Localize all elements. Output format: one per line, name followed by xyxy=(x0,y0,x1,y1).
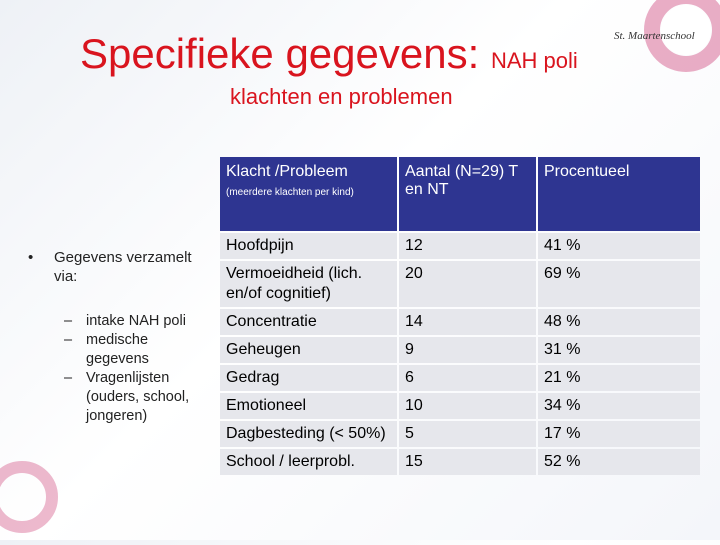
cell-klacht: Geheugen xyxy=(220,337,397,363)
cell-aantal: 15 xyxy=(399,449,536,475)
slide-subtitle: klachten en problemen xyxy=(230,84,453,109)
cell-procent: 48 % xyxy=(538,309,700,335)
slide-title-suffix: NAH poli xyxy=(490,48,578,73)
header-klacht-label: Klacht /Probleem xyxy=(226,163,348,180)
cell-aantal: 20 xyxy=(399,261,536,307)
logo-ring-icon xyxy=(0,455,60,540)
list-item-text: intake NAH poli xyxy=(86,313,186,329)
table-row xyxy=(220,393,700,419)
header-klacht-note: (meerdere klachten per kind) xyxy=(226,187,354,198)
header-aantal: Aantal (N=29) T en NT xyxy=(399,157,536,231)
bullet-main-text: Gegevens verzamelt via: xyxy=(54,249,192,285)
school-logo xyxy=(608,0,720,80)
cell-procent: 34 % xyxy=(538,393,700,419)
list-item-text: Vragenlijsten (ouders, school, jongeren) xyxy=(86,370,190,424)
center-logo xyxy=(0,455,60,540)
cell-klacht: School / leerprobl. xyxy=(220,449,397,475)
table-row xyxy=(220,421,700,447)
cell-procent: 31 % xyxy=(538,337,700,363)
table-row xyxy=(220,365,700,391)
list-item: – intake NAH poli xyxy=(64,313,186,329)
cell-klacht: Hoofdpijn xyxy=(220,233,397,259)
school-name: St. Maartenschool xyxy=(614,30,695,42)
cell-klacht: Gedrag xyxy=(220,365,397,391)
cell-klacht: Concentratie xyxy=(220,309,397,335)
header-procent: Procentueel xyxy=(538,157,700,231)
cell-klacht: Vermoeidheid (lich. en/of cognitief) xyxy=(220,261,397,307)
cell-procent: 52 % xyxy=(538,449,700,475)
cell-klacht: Emotioneel xyxy=(220,393,397,419)
cell-aantal: 14 xyxy=(399,309,536,335)
list-item: – medische gegevens xyxy=(64,332,149,367)
cell-procent: 69 % xyxy=(538,261,700,307)
cell-procent: 17 % xyxy=(538,421,700,447)
cell-aantal: 10 xyxy=(399,393,536,419)
list-item: – Vragenlijsten (ouders, school, jongeren) xyxy=(64,370,190,424)
cell-aantal: 5 xyxy=(399,421,536,447)
cell-klacht: Dagbesteding (< 50%) xyxy=(220,421,397,447)
slide-title xyxy=(80,30,578,85)
complaints-table xyxy=(218,155,702,477)
cell-aantal: 6 xyxy=(399,365,536,391)
list-item-text: medische gegevens xyxy=(86,332,149,367)
cell-procent: 41 % xyxy=(538,233,700,259)
cell-aantal: 12 xyxy=(399,233,536,259)
table-row xyxy=(220,261,700,307)
table-row xyxy=(220,337,700,363)
table-header-row xyxy=(220,157,700,231)
cell-aantal: 9 xyxy=(399,337,536,363)
cell-procent: 21 % xyxy=(538,365,700,391)
table-row xyxy=(220,449,700,475)
table-row xyxy=(220,233,700,259)
slide-title-main: Specifieke gegevens: xyxy=(80,30,480,77)
sub-bullet-list xyxy=(28,312,213,426)
header-klacht xyxy=(220,157,397,231)
bullet-list xyxy=(28,248,213,426)
table-row xyxy=(220,309,700,335)
bullet-main xyxy=(28,248,213,286)
bullet-dot: • xyxy=(28,249,34,266)
